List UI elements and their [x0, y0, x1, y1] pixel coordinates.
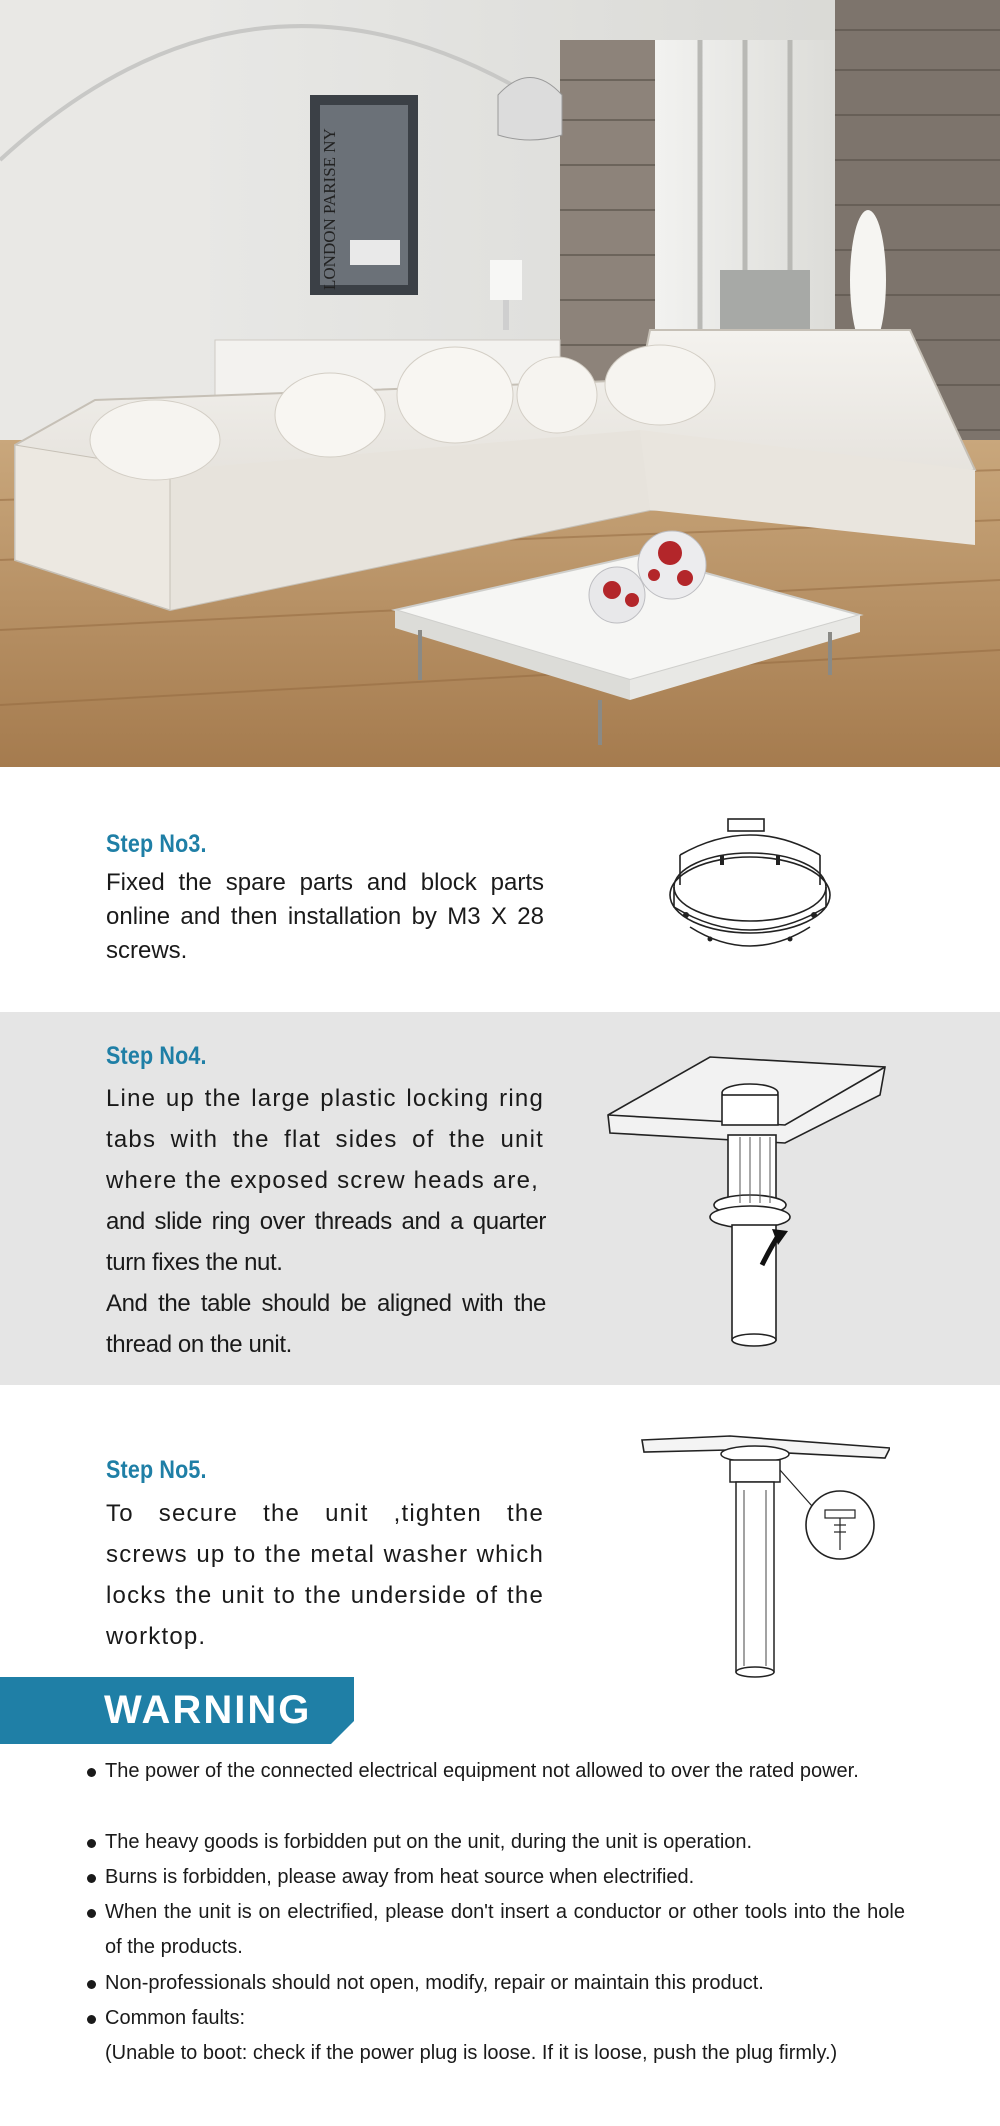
warning-item-2: The heavy goods is forbidden put on the unit, during the unit is operation. — [105, 1825, 905, 1860]
screw-fixing-diagram — [640, 1430, 890, 1680]
step-4-text-c: And the table should be aligned with the thread on the unit. — [106, 1290, 546, 1358]
warning-item-4: When the unit is on electrified, please don't insert a conductor or other tools into the hole of the products. — [105, 1895, 905, 1965]
step-4-text-a: Line up the large plastic locking ring tabs with the flat sides of the unit where the exposed screw heads are, — [106, 1085, 544, 1194]
ring-diagram — [650, 815, 850, 975]
step-5-title: Step No5. — [106, 1456, 207, 1484]
bullet-icon — [87, 1909, 96, 1918]
warning-item-6: Common faults: — [105, 2001, 905, 2036]
poster-caption: LONDON PARISE NY — [320, 128, 339, 290]
step-4-title: Step No4. — [106, 1042, 207, 1070]
warning-title: WARNING — [104, 1688, 312, 1732]
bullet-icon — [87, 1768, 96, 1777]
bullet-icon — [87, 1839, 96, 1848]
bullet-icon — [87, 2015, 96, 2024]
step-3-text: Fixed the spare parts and block parts online and then installation by M3 X 28 screws. — [106, 869, 544, 964]
locking-ring-diagram — [600, 1055, 890, 1355]
bullet-icon — [87, 1980, 96, 1989]
warning-item-1: The power of the connected electrical equipment not allowed to over the rated power. — [105, 1754, 905, 1789]
living-room-hero-image — [0, 0, 1000, 767]
step-3-title: Step No3. — [106, 830, 207, 858]
step-4-text-b: and slide ring over threads and a quarter turn fixes the nut. — [106, 1208, 546, 1276]
common-faults-note: (Unable to boot: check if the power plug is loose. If it is loose, push the plug firmly.) — [105, 2042, 838, 2064]
bullet-icon — [87, 1874, 96, 1883]
warning-item-5: Non-professionals should not open, modify, repair or maintain this product. — [105, 1966, 905, 2001]
step-5-text: To secure the unit ,tighten the screws up to the metal washer which locks the unit to the underside of the worktop. — [106, 1500, 544, 1650]
warning-item-3: Burns is forbidden, please away from heat source when electrified. — [105, 1860, 905, 1895]
